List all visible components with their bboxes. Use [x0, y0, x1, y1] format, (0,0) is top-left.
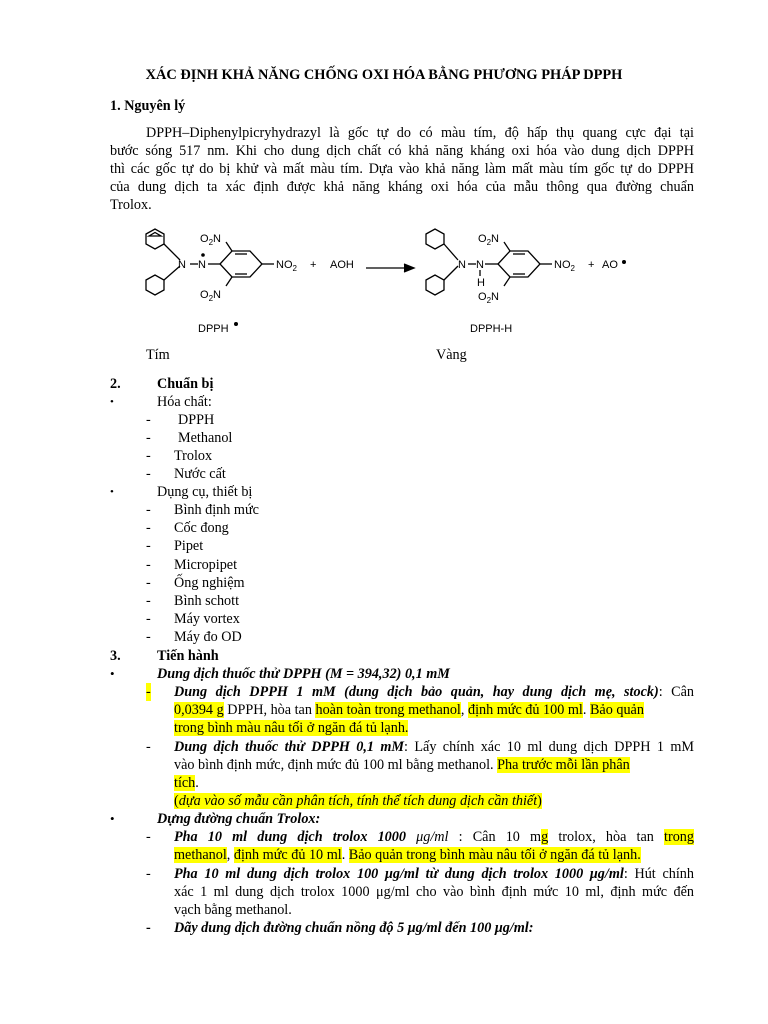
dash-marker: - — [146, 575, 151, 591]
svg-text:DPPH: DPPH — [198, 323, 229, 335]
svg-text:AOH: AOH — [330, 259, 354, 271]
chemicals-label: Hóa chất: — [157, 394, 212, 410]
dash-marker: - — [146, 684, 151, 700]
principle-line-1: DPPH–Diphenylpicryhydrazyl là gốc tự do có màu tím, độ hấp thụ quang cực đại tại — [146, 125, 694, 141]
chemical-item: DPPH — [178, 412, 215, 428]
document-title: XÁC ĐỊNH KHẢ NĂNG CHỐNG OXI HÓA BẰNG PHƯƠNG PHÁP DPPH — [145, 67, 623, 83]
dash-marker: - — [146, 502, 151, 518]
equipment-item: Micropipet — [174, 557, 238, 573]
dash-marker: - — [146, 739, 151, 755]
working-solution-line-2: vào bình định mức, định mức đủ 100 ml bằng methanol. Pha trước mỗi lần phân — [174, 757, 630, 773]
dash-marker: - — [146, 448, 151, 464]
working-solution-note: (dựa vào số mẫu cần phân tích, tính thể tích dung dịch cần thiết) — [174, 793, 542, 809]
svg-text:O2N: $O_2N$ — [200, 233, 221, 247]
equipment-item: Máy đo OD — [174, 629, 242, 645]
svg-text:N: N — [178, 259, 186, 271]
section-1-heading: 1. Nguyên lý — [110, 98, 186, 114]
svg-text:AO: AO — [602, 259, 618, 271]
bullet-icon: • — [110, 396, 114, 408]
svg-text:N: N — [198, 259, 206, 271]
stock-solution-line-1: Dung dịch DPPH 1 mM (dung dịch bảo quản, hay dung dịch mẹ, stock): Cân — [174, 684, 694, 700]
color-label-purple: Tím — [146, 347, 170, 363]
svg-text:DPPH-H: DPPH-H — [470, 323, 513, 335]
chemical-item: Methanol — [178, 430, 233, 446]
svg-text:N: N — [476, 259, 484, 271]
trolox-100-line-1: Pha 10 ml dung dịch trolox 100 μg/ml từ dung dịch trolox 1000 μg/ml: Hút chính — [174, 866, 694, 882]
svg-text:+: + — [588, 259, 595, 271]
bullet-icon: • — [110, 666, 115, 681]
principle-line-5: Trolox. — [110, 197, 152, 213]
section-2-number: 2. — [110, 376, 121, 392]
dash-marker: - — [146, 412, 151, 428]
stock-solution-line-3: trong bình màu nâu tối ở ngăn đá tủ lạnh. — [174, 720, 409, 736]
trolox-1000-line-1: Pha 10 ml dung dịch trolox 1000 μg/ml : Cân 10 mg trolox, hòa tan trong — [174, 829, 694, 845]
working-solution-line-3: tích. — [174, 775, 199, 791]
dash-marker: - — [146, 520, 151, 536]
stock-solution-line-2: 0,0394 g DPPH, hòa tan hoàn toàn trong methanol, định mức đủ 100 ml. Bảo quản — [174, 702, 644, 718]
trolox-1000-line-2: methanol, định mức đủ 10 ml. Bảo quản trong bình màu nâu tối ở ngăn đá tủ lạnh. — [174, 847, 641, 863]
svg-text:H: H — [477, 277, 485, 289]
dash-marker: - — [146, 593, 151, 609]
trolox-100-line-2: xác 1 ml dung dịch trolox 1000 μg/ml cho vào bình định mức 10 ml, định mức đến — [174, 884, 694, 900]
dpph-reaction-scheme — [140, 220, 660, 342]
dash-marker: - — [146, 866, 151, 882]
bullet-icon: • — [110, 811, 115, 826]
subsection-dpph-reagent: Dung dịch thuốc thử DPPH (M = 394,32) 0,1 mM — [157, 666, 450, 682]
dash-marker: - — [146, 829, 151, 845]
color-label-yellow: Vàng — [436, 347, 467, 363]
equipment-label: Dụng cụ, thiết bị — [157, 484, 253, 500]
dash-marker: - — [146, 557, 151, 573]
section-2-heading: Chuẩn bị — [157, 376, 214, 392]
subsection-trolox-curve: Dựng đường chuẩn Trolox: — [157, 811, 321, 827]
dash-marker: - — [146, 538, 151, 554]
dash-marker: - — [146, 920, 151, 936]
standard-series-line: Dãy dung dịch đường chuẩn nồng độ 5 μg/ml đến 100 μg/ml: — [174, 920, 534, 936]
dash-marker: - — [146, 629, 151, 645]
equipment-item: Cốc đong — [174, 520, 229, 536]
dash-marker: - — [146, 611, 151, 627]
section-3-heading: Tiến hành — [157, 648, 219, 664]
svg-text:O2N: $O_2N$ — [478, 233, 499, 247]
equipment-item: Bình schott — [174, 593, 240, 609]
equipment-item: Bình định mức — [174, 502, 259, 518]
dash-marker: - — [146, 466, 151, 482]
svg-text:O2N: $O_2N$ — [478, 291, 499, 305]
bullet-icon: • — [110, 486, 114, 498]
equipment-item: Ống nghiệm — [174, 575, 245, 591]
equipment-item: Pipet — [174, 538, 204, 554]
chemical-item: Trolox — [174, 448, 213, 464]
principle-line-2: bước sóng 517 nm. Khi cho dung dịch chất có khả năng kháng oxi hóa vào dung dịch DPPH — [110, 143, 694, 159]
working-solution-line-1: Dung dịch thuốc thử DPPH 0,1 mM: Lấy chính xác 10 ml dung dịch DPPH 1 mM — [174, 739, 694, 755]
svg-text:O2N: $O_2N$ — [200, 289, 221, 303]
chemical-item: Nước cất — [174, 466, 226, 482]
dash-marker: - — [146, 430, 151, 446]
section-3-number: 3. — [110, 648, 121, 664]
equipment-item: Máy vortex — [174, 611, 240, 627]
principle-line-3: thì các gốc tự do bị khử và mất màu tím. Dựa vào khả năng làm mất màu tím gốc tự do DPPH — [110, 161, 694, 177]
trolox-100-line-3: vạch bằng methanol. — [174, 902, 292, 918]
svg-text:N: N — [458, 259, 466, 271]
svg-text:NO2: $NO_2$ — [276, 259, 297, 273]
svg-text:+: + — [310, 259, 317, 271]
principle-line-4: của dung dịch ta xác định được khả năng kháng oxi hóa của mẫu thông qua đường chuẩn — [110, 179, 694, 195]
svg-text:NO2: $NO_2$ — [554, 259, 575, 273]
